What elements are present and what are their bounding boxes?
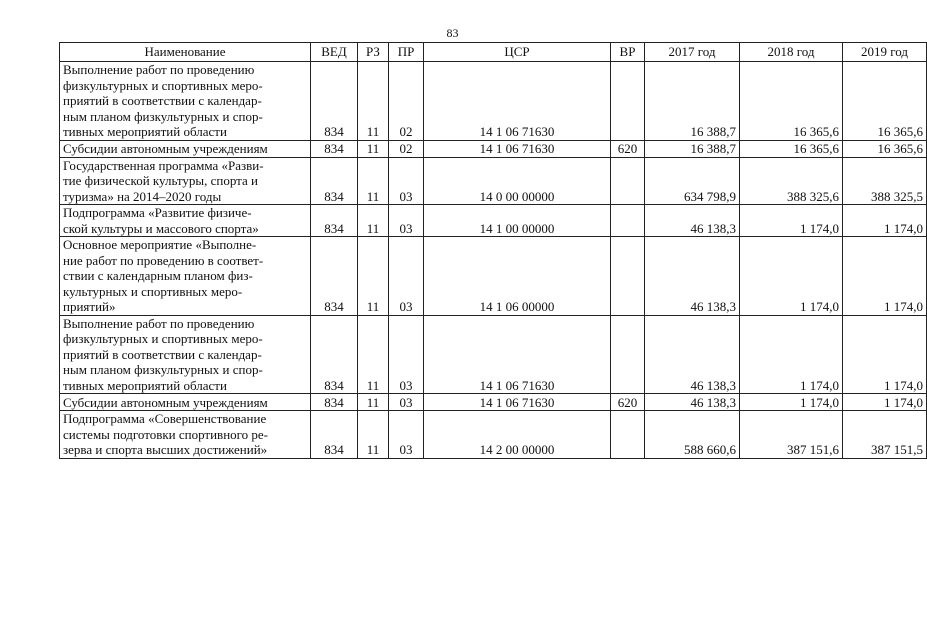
amount-2018-cell: 1 174,0 bbox=[740, 237, 843, 316]
amount-2019-cell: 1 174,0 bbox=[843, 394, 927, 411]
amount-2018-cell: 387 151,6 bbox=[740, 411, 843, 459]
table-row bbox=[60, 62, 927, 141]
rz-cell: 11 bbox=[358, 62, 389, 141]
amount-2017-cell: 588 660,6 bbox=[645, 411, 740, 459]
ved-cell: 834 bbox=[311, 62, 358, 141]
vr-cell bbox=[611, 237, 645, 316]
amount-2017-cell: 634 798,9 bbox=[645, 157, 740, 205]
amount-2018-cell: 16 365,6 bbox=[740, 140, 843, 157]
budget-table bbox=[59, 42, 927, 459]
amount-2019-cell: 388 325,5 bbox=[843, 157, 927, 205]
name-cell bbox=[60, 140, 311, 157]
pr-cell: 02 bbox=[389, 62, 424, 141]
name-line: Субсидии автономным учреждениям bbox=[63, 141, 268, 156]
header-pr: ПР bbox=[389, 43, 424, 62]
header-ved: ВЕД bbox=[311, 43, 358, 62]
pr-cell: 03 bbox=[389, 394, 424, 411]
header-vr: ВР bbox=[611, 43, 645, 62]
amount-2019-cell: 16 365,6 bbox=[843, 140, 927, 157]
amount-2017-cell: 46 138,3 bbox=[645, 237, 740, 316]
table-row bbox=[60, 394, 927, 411]
name-line: системы подготовки спортивного ре- bbox=[63, 426, 269, 442]
header-rz: РЗ bbox=[358, 43, 389, 62]
vr-cell bbox=[611, 157, 645, 205]
csr-cell: 14 1 00 00000 bbox=[424, 205, 611, 237]
name-cell bbox=[60, 394, 311, 411]
table-header-row bbox=[60, 43, 927, 62]
header-2018: 2018 год bbox=[740, 43, 843, 62]
csr-cell: 14 0 00 00000 bbox=[424, 157, 611, 205]
header-csr: ЦСР bbox=[424, 43, 611, 62]
amount-2019-cell: 16 365,6 bbox=[843, 62, 927, 141]
rz-cell: 11 bbox=[358, 140, 389, 157]
name-line: Подпрограмма «Совершенствование bbox=[63, 411, 267, 426]
name-line: ской культуры и массового спорта» bbox=[63, 220, 259, 236]
name-line: Субсидии автономным учреждениям bbox=[63, 394, 268, 410]
table-body bbox=[60, 62, 927, 459]
amount-2017-cell: 46 138,3 bbox=[645, 315, 740, 394]
csr-cell: 14 1 06 71630 bbox=[424, 394, 611, 411]
ved-cell: 834 bbox=[311, 394, 358, 411]
vr-cell: 620 bbox=[611, 140, 645, 157]
name-line: Государственная программа «Разви- bbox=[63, 157, 264, 173]
rz-cell: 11 bbox=[358, 237, 389, 316]
name-cell bbox=[60, 62, 311, 141]
name-line: туризма» на 2014–2020 годы bbox=[63, 188, 222, 204]
pr-cell: 03 bbox=[389, 315, 424, 394]
table-row bbox=[60, 140, 927, 157]
rz-cell: 11 bbox=[358, 394, 389, 411]
vr-cell bbox=[611, 62, 645, 141]
rz-cell: 11 bbox=[358, 315, 389, 394]
name-cell bbox=[60, 411, 311, 459]
ved-cell: 834 bbox=[311, 157, 358, 205]
pr-cell: 03 bbox=[389, 157, 424, 205]
rz-cell: 11 bbox=[358, 157, 389, 205]
name-line: культурных и спортивных меро- bbox=[63, 283, 243, 299]
amount-2018-cell: 1 174,0 bbox=[740, 394, 843, 411]
vr-cell: 620 bbox=[611, 394, 645, 411]
csr-cell: 14 1 06 71630 bbox=[424, 140, 611, 157]
name-line: Подпрограмма «Развитие физиче- bbox=[63, 205, 252, 220]
csr-cell: 14 2 00 00000 bbox=[424, 411, 611, 459]
ved-cell: 834 bbox=[311, 315, 358, 394]
amount-2018-cell: 388 325,6 bbox=[740, 157, 843, 205]
ved-cell: 834 bbox=[311, 237, 358, 316]
amount-2017-cell: 46 138,3 bbox=[645, 205, 740, 237]
name-line: Основное мероприятие «Выполне- bbox=[63, 237, 257, 252]
amount-2018-cell: 16 365,6 bbox=[740, 62, 843, 141]
ved-cell: 834 bbox=[311, 205, 358, 237]
header-2017: 2017 год bbox=[645, 43, 740, 62]
table-row bbox=[60, 411, 927, 459]
amount-2017-cell: 16 388,7 bbox=[645, 62, 740, 141]
amount-2018-cell: 1 174,0 bbox=[740, 205, 843, 237]
csr-cell: 14 1 06 71630 bbox=[424, 315, 611, 394]
page-number: 83 bbox=[446, 26, 459, 40]
amount-2019-cell: 1 174,0 bbox=[843, 315, 927, 394]
pr-cell: 03 bbox=[389, 411, 424, 459]
name-line: физкультурных и спортивных меро- bbox=[63, 331, 263, 346]
pr-cell: 03 bbox=[389, 205, 424, 237]
pr-cell: 02 bbox=[389, 140, 424, 157]
pr-cell: 03 bbox=[389, 237, 424, 316]
name-line: зерва и спорта высших достижений» bbox=[63, 442, 268, 457]
rz-cell: 11 bbox=[358, 411, 389, 459]
amount-2019-cell: 1 174,0 bbox=[843, 237, 927, 316]
vr-cell bbox=[611, 411, 645, 459]
name-line: ние работ по проведению в соответ- bbox=[63, 252, 264, 268]
name-line: ствии с календарным планом физ- bbox=[63, 268, 253, 283]
table-row bbox=[60, 205, 927, 237]
amount-2017-cell: 46 138,3 bbox=[645, 394, 740, 411]
name-line: приятий в соответствии с календар- bbox=[63, 346, 262, 362]
name-cell bbox=[60, 157, 311, 205]
amount-2019-cell: 387 151,5 bbox=[843, 411, 927, 459]
vr-cell bbox=[611, 205, 645, 237]
amount-2018-cell: 1 174,0 bbox=[740, 315, 843, 394]
amount-2019-cell: 1 174,0 bbox=[843, 205, 927, 237]
name-cell bbox=[60, 315, 311, 394]
name-line: приятий» bbox=[63, 299, 116, 314]
name-line: ным планом физкультурных и спор- bbox=[63, 108, 263, 124]
table-row bbox=[60, 157, 927, 205]
name-line: Выполнение работ по проведению bbox=[63, 315, 255, 331]
rz-cell: 11 bbox=[358, 205, 389, 237]
csr-cell: 14 1 06 00000 bbox=[424, 237, 611, 316]
header-name: Наименование bbox=[60, 43, 311, 62]
name-line: тивных мероприятий области bbox=[63, 377, 227, 393]
name-line: Выполнение работ по проведению bbox=[63, 62, 255, 77]
name-line: приятий в соответствии с календар- bbox=[63, 93, 262, 108]
name-line: физкультурных и спортивных меро- bbox=[63, 77, 263, 93]
header-2019: 2019 год bbox=[843, 43, 927, 62]
name-cell bbox=[60, 237, 311, 316]
name-line: тие физической культуры, спорта и bbox=[63, 173, 258, 188]
amount-2017-cell: 16 388,7 bbox=[645, 140, 740, 157]
name-line: тивных мероприятий области bbox=[63, 124, 227, 139]
ved-cell: 834 bbox=[311, 411, 358, 459]
name-cell bbox=[60, 205, 311, 237]
ved-cell: 834 bbox=[311, 140, 358, 157]
table-row bbox=[60, 237, 927, 316]
table-row bbox=[60, 315, 927, 394]
vr-cell bbox=[611, 315, 645, 394]
csr-cell: 14 1 06 71630 bbox=[424, 62, 611, 141]
name-line: ным планом физкультурных и спор- bbox=[63, 362, 263, 377]
